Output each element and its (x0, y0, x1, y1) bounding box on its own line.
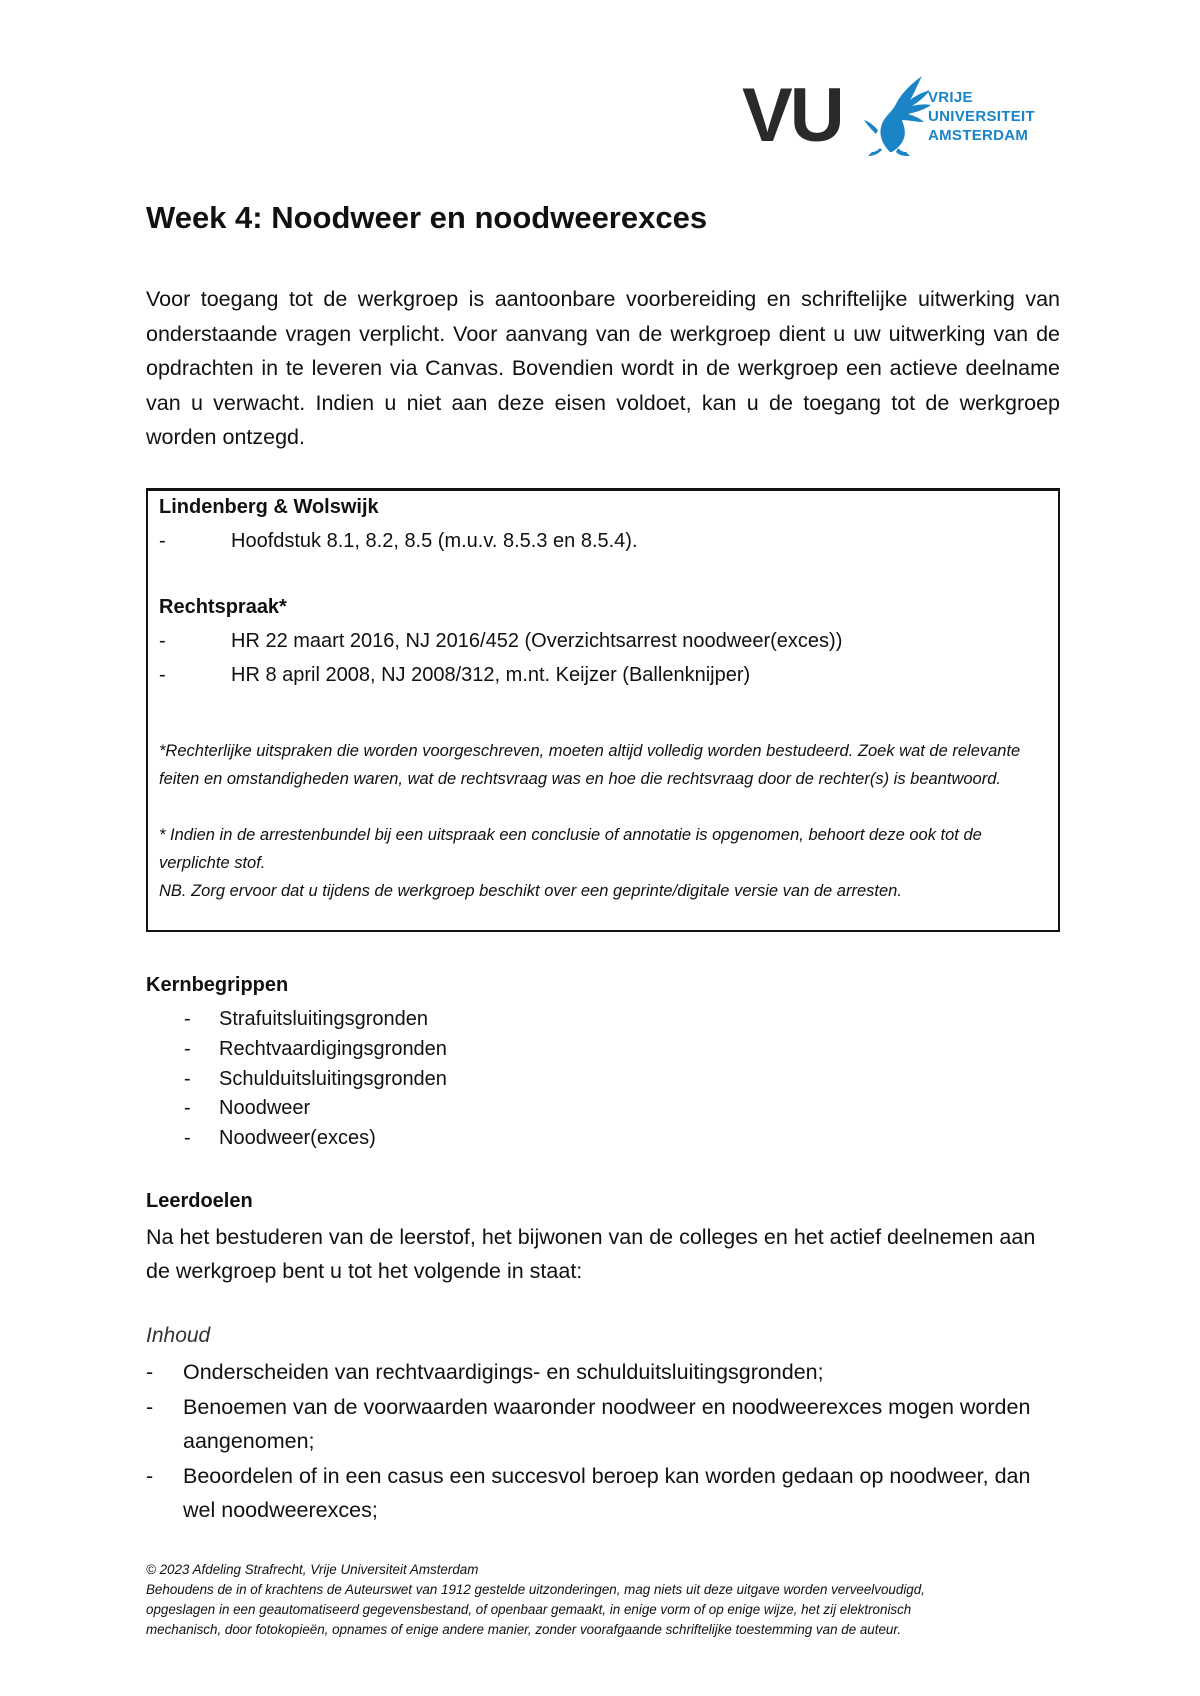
literature-box (146, 488, 1060, 932)
dash: - (184, 1127, 191, 1149)
page-title: Week 4: Noodweer en noodweerexces (146, 200, 708, 235)
dash: - (184, 1008, 191, 1030)
dash: - (159, 530, 166, 552)
inhoud-subheading: Inhoud (146, 1324, 211, 1347)
list-item (184, 1068, 447, 1091)
dash: - (146, 1464, 154, 1488)
footer-copyright: © 2023 Afdeling Strafrecht, Vrije Universiteit Amsterdam (146, 1562, 479, 1577)
dash: - (146, 1395, 154, 1419)
list-item-text: Schulduitsluitingsgronden (219, 1068, 447, 1090)
list-item-text: Strafuitsluitingsgronden (219, 1008, 429, 1030)
list-item-text: Rechtvaardigingsgronden (219, 1038, 447, 1060)
logo-line-2: UNIVERSITEIT (928, 108, 1035, 125)
dash: - (184, 1068, 191, 1090)
dash: - (159, 664, 166, 686)
list-item (146, 1459, 1060, 1527)
dash: - (184, 1038, 191, 1060)
copyright-footer (146, 1560, 1060, 1640)
list-item-text: Benoemen van de voorwaarden waaronder noodweer en noodweerexces mogen worden aangenomen; (183, 1395, 1031, 1453)
note-nb: NB. Zorg ervoor dat u tijdens de werkgroep beschikt over een geprinte/digitale versie van de arresten. (159, 882, 902, 900)
logo-line-3: AMSTERDAM (928, 127, 1029, 144)
list-item (146, 1390, 1060, 1458)
footer-line: Behoudens de in of krachtens de Auteurswet van 1912 gestelde uitzonderingen, mag niets uit deze uitgave worden verveelvoudigd, (146, 1582, 925, 1597)
dash: - (159, 630, 166, 652)
kernbegrippen-heading: Kernbegrippen (146, 974, 289, 996)
case-item (159, 664, 750, 687)
dash: - (184, 1097, 191, 1119)
book-item-text: Hoofdstuk 8.1, 8.2, 8.5 (m.u.v. 8.5.3 en 8.5.4). (231, 530, 638, 552)
logo-line-1: VRIJE (928, 89, 973, 106)
case-item-text: HR 8 april 2008, NJ 2008/312, m.nt. Keijzer (Ballenknijper) (231, 664, 751, 686)
book-heading: Lindenberg & Wolswijk (159, 496, 379, 518)
book-item (159, 530, 638, 553)
leerdoelen-intro: Na het bestuderen van de leerstof, het bijwonen van de colleges en het actief deelnemen aan de werkgroep bent u tot het volgende in staat: (146, 1225, 1036, 1283)
list-item (184, 1038, 447, 1061)
logo-wordmark: VU (742, 73, 842, 158)
list-item-text: Beoordelen of in een casus een succesvol beroep kan worden gedaan op noodweer, dan wel noodweerexces; (183, 1464, 1031, 1522)
footer-line: mechanisch, door fotokopieën, opnames of enige andere manier, zonder voorafgaande schriftelijke toestemming van de auteur. (146, 1622, 902, 1637)
list-item-text: Noodweer (219, 1097, 311, 1119)
list-item (184, 1097, 310, 1120)
list-item (184, 1008, 428, 1031)
note-rechtspraak: *Rechterlijke uitspraken die worden voorgeschreven, moeten altijd volledig worden bestudeerd. Zoek wat de relevante feiten en omstandigheden waren, wat de rechtsvraag was en hoe die rechtsvraag door de rechter(s) is beantwoord. (159, 742, 1021, 788)
intro-paragraph: Voor toegang tot de werkgroep is aantoonbare voorbereiding en schriftelijke uitwerking van onderstaande vragen verplicht. Voor aanvang van de werkgroep dient u uw uitwerking van de opdrachten in te leveren via Canvas. Bovendien wordt in de werkgroep een actieve deelname van u verwacht. Indien u niet aan deze eisen voldoet, kan u de toegang tot de werkgroep worden ontzegd. (146, 287, 1060, 449)
footer-line: opgeslagen in een geautomatiseerd gegevensbestand, of openbaar gemaakt, in enige vorm of op enige wijze, het zij elektronisch (146, 1602, 912, 1617)
case-heading: Rechtspraak* (159, 596, 287, 618)
list-item (146, 1355, 1060, 1389)
list-item-text: Noodweer(exces) (219, 1127, 376, 1149)
case-item (159, 630, 842, 653)
dash: - (146, 1360, 154, 1384)
logo-text (928, 88, 1035, 145)
griffin-icon (852, 74, 932, 158)
leerdoelen-heading: Leerdoelen (146, 1190, 253, 1212)
case-item-text: HR 22 maart 2016, NJ 2016/452 (Overzichtsarrest noodweer(exces)) (231, 630, 843, 652)
list-item-text: Onderscheiden van rechtvaardigings- en schulduitsluitingsgronden; (183, 1360, 824, 1384)
vu-logo (742, 74, 1042, 158)
note-arrestenbundel: * Indien in de arrestenbundel bij een uitspraak een conclusie of annotatie is opgenomen, behoort deze ook tot de verplichte stof. (159, 826, 982, 872)
list-item (184, 1127, 376, 1150)
